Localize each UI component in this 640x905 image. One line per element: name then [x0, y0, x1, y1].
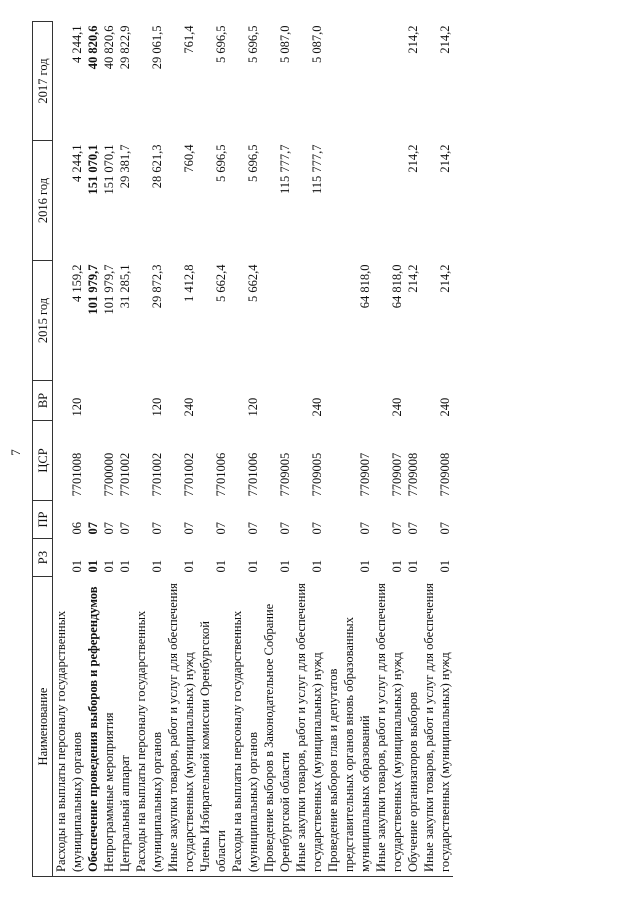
cell-y2016: 5 696,5: [246, 144, 260, 182]
cell-y2017: 40 820,6: [86, 25, 100, 70]
cell-y2016: 115 777,7: [278, 144, 292, 195]
cell-pr: 07: [182, 522, 196, 535]
cell-y2015: 214,2: [438, 264, 452, 293]
cell-rz: 01: [310, 560, 324, 573]
cell-pr: 07: [214, 522, 228, 535]
cell-y2015: 31 285,1: [118, 264, 132, 309]
cell-csr: 7701002: [118, 452, 132, 497]
cell-y2016: 760,4: [182, 144, 196, 173]
cell-y2017: 40 820,6: [102, 25, 116, 70]
cell-csr: 7701006: [214, 452, 228, 497]
cell-pr: 07: [358, 522, 372, 535]
cell-rz: 01: [278, 560, 292, 573]
cell-name: Члены Избирательной комиссии Оренбургской области: [197, 577, 229, 877]
cell-y2017: 5 696,5: [214, 25, 228, 63]
cell-y2015: 5 662,4: [246, 264, 260, 302]
table-row: [421, 22, 453, 877]
table-row: [133, 22, 165, 877]
cell-y2015: 214,2: [406, 264, 420, 293]
cell-vr: [405, 381, 421, 421]
cell-y2016: 5 696,5: [214, 144, 228, 182]
cell-y2016: 151 070,1: [86, 144, 100, 195]
cell-y2016: 214,2: [438, 144, 452, 173]
cell-y2017: 761,4: [182, 25, 196, 54]
page-number: 7: [8, 449, 23, 456]
cell-vr: 240: [390, 397, 404, 417]
table-row: [293, 22, 325, 877]
cell-csr: [85, 421, 101, 501]
cell-y2017: [325, 22, 373, 141]
cell-y2015: 5 662,4: [214, 264, 228, 302]
cell-y2015: [293, 261, 325, 381]
cell-y2015: 1 412,8: [182, 264, 196, 302]
cell-csr: 7700000: [102, 452, 116, 497]
cell-y2017: 214,2: [406, 25, 420, 54]
cell-vr: [197, 381, 229, 421]
cell-y2016: [373, 141, 405, 261]
table-row: [261, 22, 293, 877]
cell-pr: 07: [390, 522, 404, 535]
cell-y2015: 101 979,7: [102, 264, 116, 315]
cell-name: Проведение выборов в Законодательное Собрание Оренбургской области: [261, 577, 293, 877]
cell-rz: 01: [102, 560, 116, 573]
cell-y2015: [261, 261, 293, 381]
header-2015: 2015 год: [33, 261, 53, 381]
cell-y2015: 4 159,2: [70, 264, 84, 302]
cell-vr: 240: [182, 397, 196, 417]
cell-y2017: 29 061,5: [150, 25, 164, 70]
header-csr: ЦСР: [33, 421, 53, 501]
cell-name: Непрограммные мероприятия: [101, 577, 117, 877]
cell-y2017: 5 087,0: [310, 25, 324, 63]
cell-y2016: 151 070,1: [102, 144, 116, 195]
cell-csr: 7709005: [278, 452, 292, 497]
cell-name: Иные закупки товаров, работ и услуг для обеспечения государственных (муниципальных) нужд: [165, 577, 197, 877]
cell-vr: [325, 381, 373, 421]
table-row: [101, 22, 117, 877]
header-rz: РЗ: [33, 539, 53, 577]
cell-y2017: 5 087,0: [278, 25, 292, 63]
cell-y2017: 4 244,1: [70, 25, 84, 63]
cell-pr: 07: [118, 522, 132, 535]
cell-y2017: 5 696,5: [246, 25, 260, 63]
cell-rz: 01: [390, 560, 404, 573]
budget-table: [32, 21, 453, 877]
cell-pr: 07: [406, 522, 420, 535]
header-name: Наименование: [33, 577, 53, 877]
cell-vr: 240: [310, 397, 324, 417]
table-row: [325, 22, 373, 877]
cell-rz: 01: [438, 560, 452, 573]
header-pr: ПР: [33, 501, 53, 539]
cell-vr: [85, 381, 101, 421]
cell-vr: [261, 381, 293, 421]
cell-vr: [117, 381, 133, 421]
cell-name: Расходы на выплаты персоналу государственных (муниципальных) органов: [133, 577, 165, 877]
cell-name: Проведение выборов глав и депутатов представительных органов вновь образованных муниципальных образований: [325, 577, 373, 877]
table-row: [197, 22, 229, 877]
cell-name: Иные закупки товаров, работ и услуг для обеспечения государственных (муниципальных) нужд: [373, 577, 405, 877]
cell-rz: 01: [214, 560, 228, 573]
cell-y2016: 28 621,3: [150, 144, 164, 189]
cell-y2015: 64 818,0: [390, 264, 404, 309]
cell-name: Расходы на выплаты персоналу государственных (муниципальных) органов: [53, 577, 86, 877]
cell-rz: 01: [150, 560, 164, 573]
table-row: [117, 22, 133, 877]
cell-vr: 120: [246, 397, 260, 417]
cell-pr: 07: [438, 522, 452, 535]
table-row: [229, 22, 261, 877]
cell-csr: 7709008: [438, 452, 452, 497]
cell-vr: [101, 381, 117, 421]
cell-y2015: 64 818,0: [358, 264, 372, 309]
cell-name: Обеспечение проведения выборов и референдумов: [85, 577, 101, 877]
cell-rz: 01: [118, 560, 132, 573]
table-row: [53, 22, 86, 877]
cell-pr: 07: [278, 522, 292, 535]
cell-y2016: 214,2: [406, 144, 420, 173]
header-2017: 2017 год: [33, 22, 53, 141]
header-2016: 2016 год: [33, 141, 53, 261]
cell-y2016: 115 777,7: [310, 144, 324, 195]
cell-csr: 7701006: [246, 452, 260, 497]
cell-rz: 01: [86, 560, 100, 573]
cell-csr: 7709005: [310, 452, 324, 497]
header-vr: ВР: [33, 381, 53, 421]
table-row: [405, 22, 421, 877]
table-row: [85, 22, 101, 877]
table-header-row: [33, 22, 53, 877]
cell-pr: 07: [310, 522, 324, 535]
cell-csr: 7701002: [182, 452, 196, 497]
cell-name: Иные закупки товаров, работ и услуг для обеспечения государственных (муниципальных) нужд: [421, 577, 453, 877]
cell-csr: 7701002: [150, 452, 164, 497]
cell-y2016: 4 244,1: [70, 144, 84, 182]
cell-name: Иные закупки товаров, работ и услуг для обеспечения государственных (муниципальных) нужд: [293, 577, 325, 877]
cell-y2015: 101 979,7: [86, 264, 100, 315]
cell-rz: 01: [406, 560, 420, 573]
table-row: [165, 22, 197, 877]
cell-pr: 06: [70, 522, 84, 535]
cell-name: Центральный аппарат: [117, 577, 133, 877]
cell-y2016: 29 381,7: [118, 144, 132, 189]
cell-rz: 01: [70, 560, 84, 573]
cell-csr: 7709007: [358, 452, 372, 497]
cell-rz: 01: [182, 560, 196, 573]
cell-y2017: [373, 22, 405, 141]
cell-rz: 01: [246, 560, 260, 573]
cell-y2016: [325, 141, 373, 261]
cell-csr: 7701008: [70, 452, 84, 497]
cell-rz: 01: [358, 560, 372, 573]
cell-vr: 120: [70, 397, 84, 417]
cell-csr: 7709007: [390, 452, 404, 497]
cell-pr: 07: [102, 522, 116, 535]
cell-vr: 240: [438, 397, 452, 417]
cell-pr: 07: [246, 522, 260, 535]
cell-y2017: 214,2: [438, 25, 452, 54]
cell-y2017: 29 822,9: [118, 25, 132, 70]
cell-csr: 7709008: [406, 452, 420, 497]
cell-pr: 07: [150, 522, 164, 535]
cell-name: Расходы на выплаты персоналу государственных (муниципальных) органов: [229, 577, 261, 877]
cell-name: Обучение организаторов выборов: [405, 577, 421, 877]
table-body: [53, 22, 454, 877]
cell-vr: 120: [150, 397, 164, 417]
cell-y2015: 29 872,3: [150, 264, 164, 309]
table-row: [373, 22, 405, 877]
cell-pr: 07: [86, 522, 100, 535]
